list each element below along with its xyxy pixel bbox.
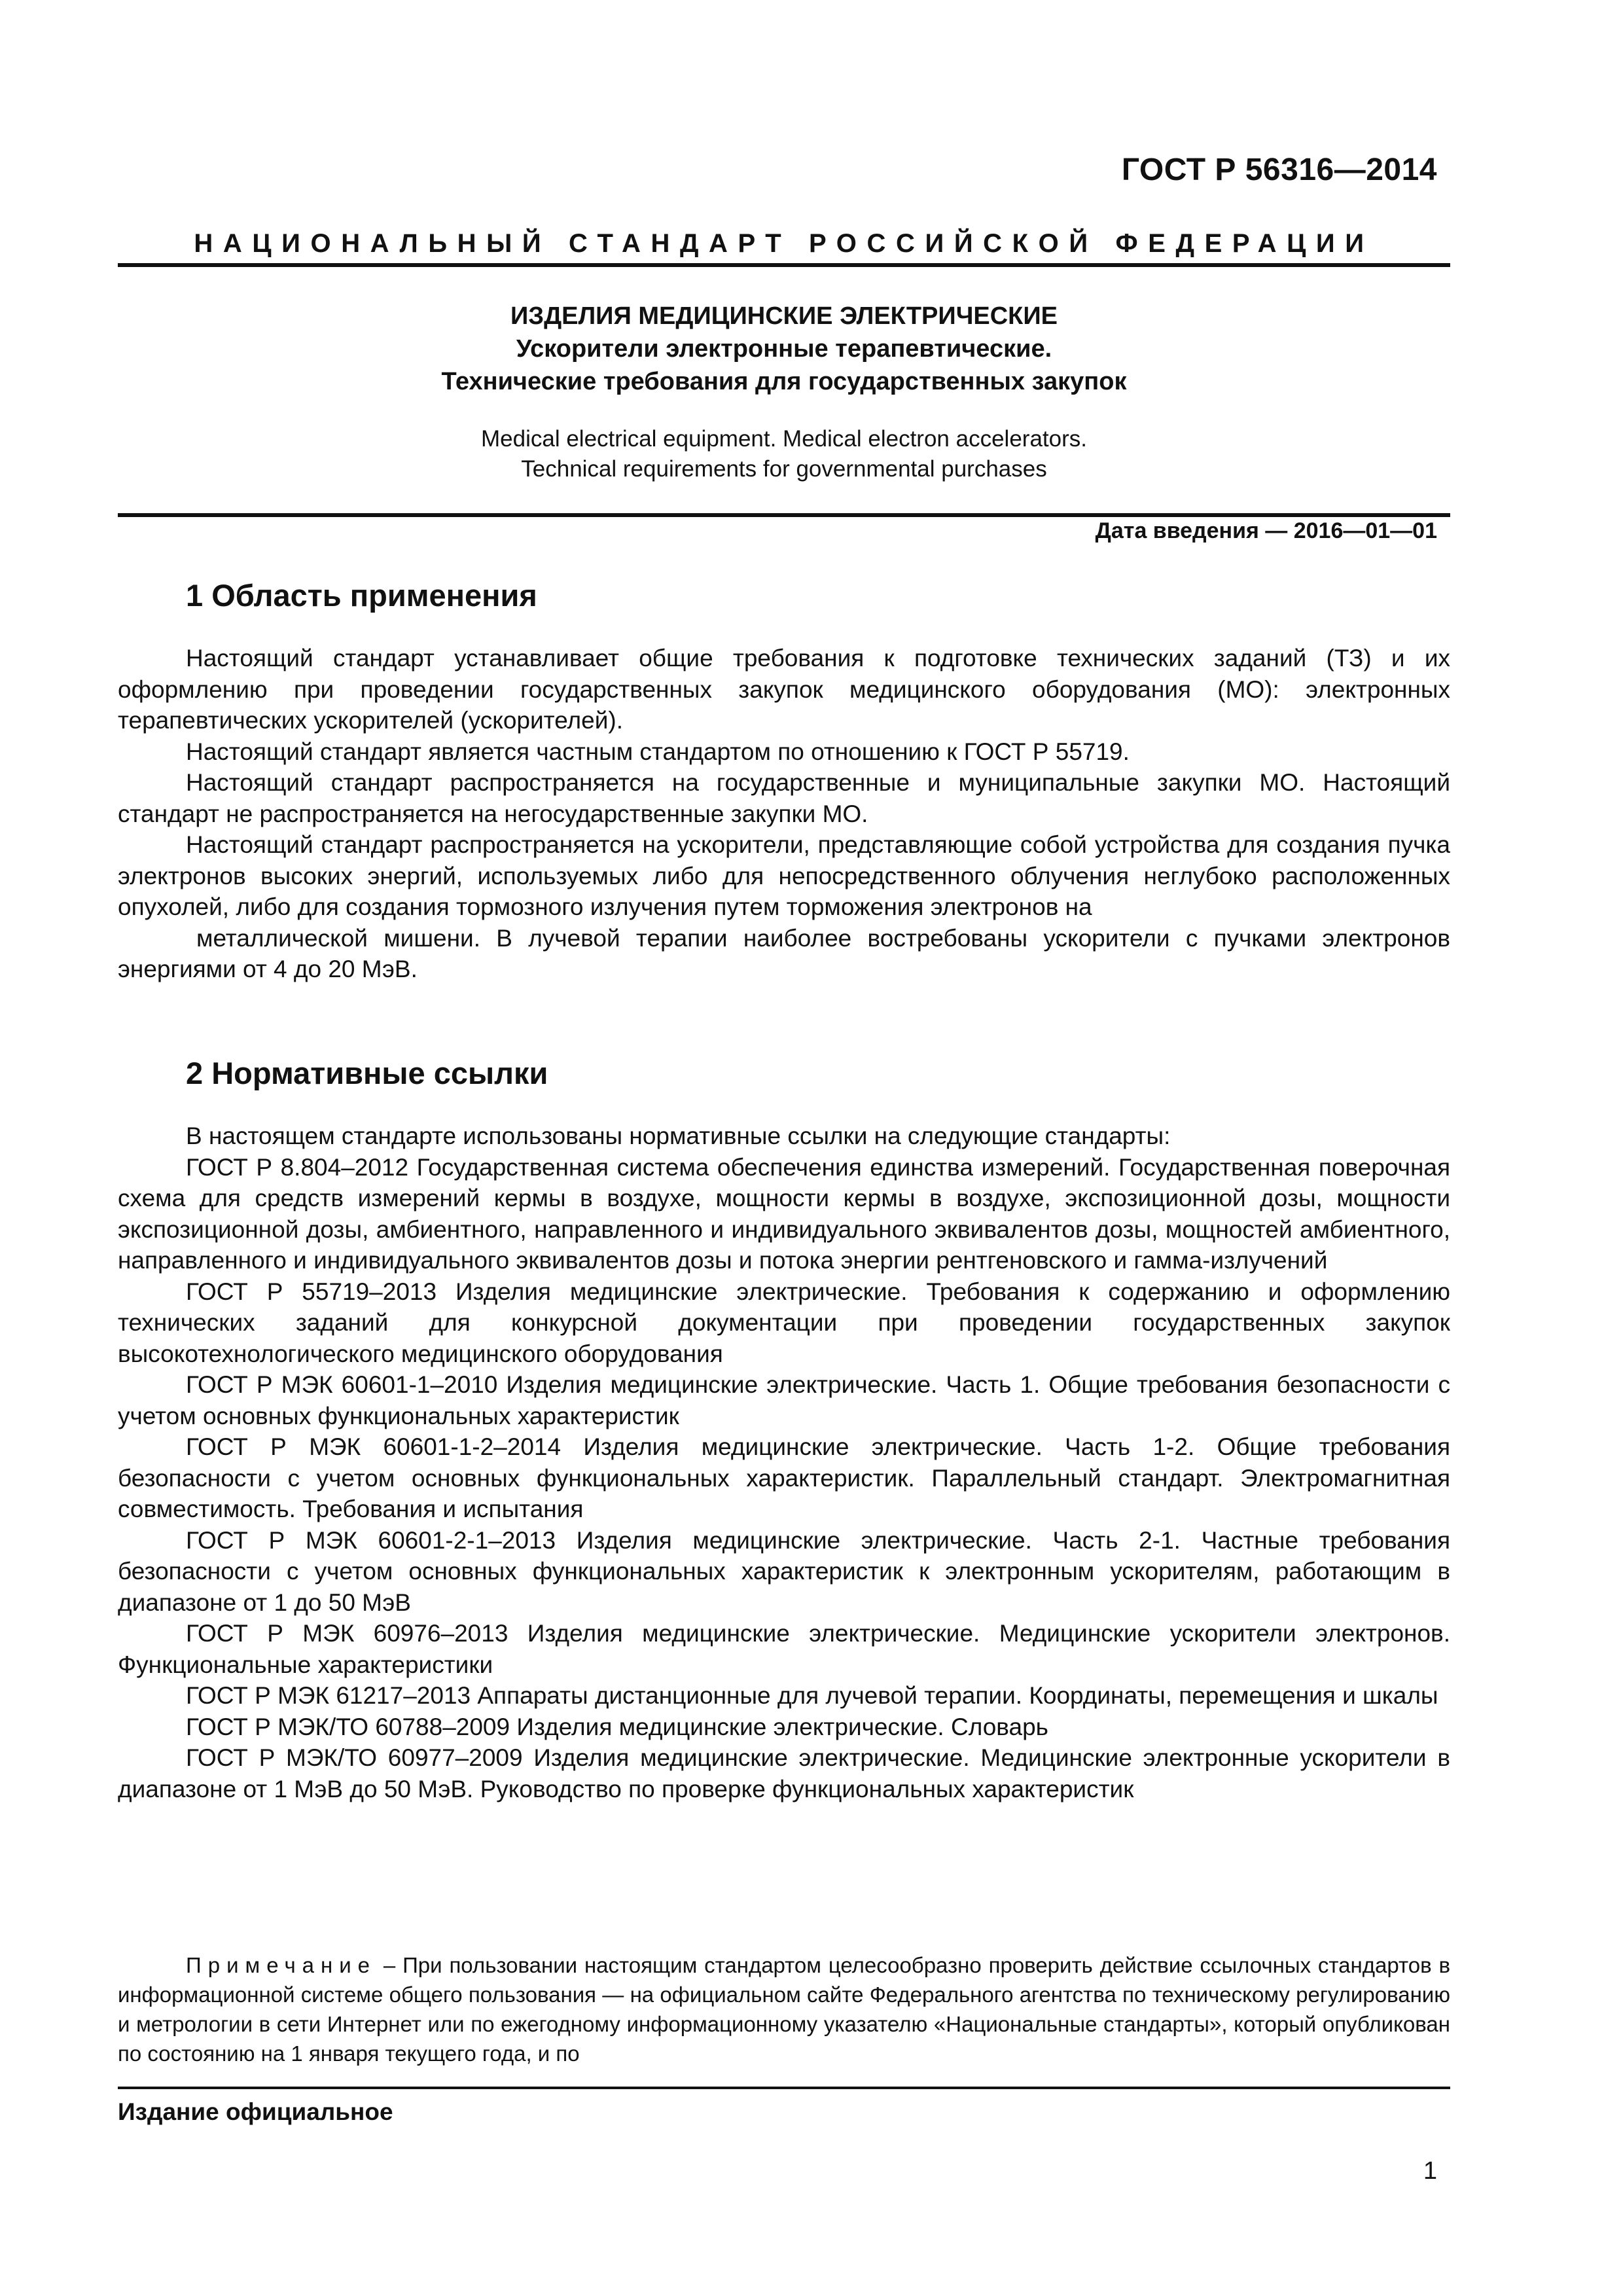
footer-divider <box>118 2087 1450 2089</box>
document-title-line-3: Технические требования для государственных закупок <box>441 368 1127 395</box>
paragraph: Настоящий стандарт распространяется на государственные и муниципальные закупки МО. Настоящий стандарт не распространяется на негосударственные закупки МО. <box>118 769 1450 827</box>
national-standard-title: НАЦИОНАЛЬНЫЙ СТАНДАРТ РОССИЙСКОЙ ФЕДЕРАЦИИ <box>194 229 1374 258</box>
reference-item: ГОСТ Р МЭК 60601-2-1–2013 Изделия медицинские электрические. Часть 2-1. Частные требования безопасности с учетом основных функциональных характеристик к электронным ускорителям, работающим в диапазоне от 1 до 50 МэВ <box>118 1526 1450 1616</box>
reference-item: ГОСТ Р МЭК/ТО 60788–2009 Изделия медицинские электрические. Словарь <box>186 1713 1048 1740</box>
document-title-line-1: ИЗДЕЛИЯ МЕДИЦИНСКИЕ ЭЛЕКТРИЧЕСКИЕ <box>510 302 1058 330</box>
reference-item: ГОСТ Р МЭК 60601-1-2–2014 Изделия медицинские электрические. Часть 1-2. Общие требования безопасности с учетом основных функциональных характеристик. Параллельный стандарт. Электромагнитная совместимость. Требования и испытания <box>118 1433 1450 1522</box>
header-divider <box>118 263 1450 267</box>
note-label: Примечание <box>186 1953 377 1977</box>
official-edition-label: Издание официальное <box>118 2098 393 2125</box>
section-1-body <box>118 643 1450 985</box>
paragraph: Настоящий стандарт устанавливает общие требования к подготовке технических заданий (ТЗ) и их оформлению при проведении государственных закупок медицинского оборудования (МО): электронных терапевтических ускорителей (ускорителей). <box>118 645 1450 734</box>
title-divider <box>118 513 1450 517</box>
section-1-heading: 1 Область применения <box>186 578 537 613</box>
reference-item: ГОСТ Р 55719–2013 Изделия медицинские электрические. Требования к содержанию и оформлению технических заданий для конкурсной документации при проведении государственных закупок высокотехнологического медицинского оборудования <box>118 1278 1450 1367</box>
reference-item: ГОСТ Р МЭК 60976–2013 Изделия медицинские электрические. Медицинские ускорители электронов. Функциональные характеристики <box>118 1620 1450 1678</box>
document-title-line-2: Ускорители электронные терапевтические. <box>516 335 1052 363</box>
english-title-line-1: Medical electrical equipment. Medical electron accelerators. <box>481 426 1087 452</box>
note-block <box>118 1950 1450 2068</box>
english-title-line-2: Technical requirements for governmental purchases <box>521 456 1047 482</box>
paragraph: Настоящий стандарт является частным стандартом по отношению к ГОСТ Р 55719. <box>186 738 1130 765</box>
paragraph: Настоящий стандарт распространяется на ускорители, представляющие собой устройства для создания пучка электронов высоких энергий, используемых либо для непосредственного облучения неглубоко расположенных опухолей, либо для создания тормозного излучения путем торможения электронов на <box>118 831 1450 920</box>
introduction-date: Дата введения — 2016—01—01 <box>1095 518 1437 543</box>
document-title-block <box>118 300 1450 398</box>
document-code: ГОСТ Р 56316—2014 <box>1121 152 1437 187</box>
paragraph: металлической мишени. В лучевой терапии наиболее востребованы ускорители с пучками электронов энергиями от 4 до 20 МэВ. <box>118 924 1450 982</box>
reference-item: ГОСТ Р МЭК 60601-1–2010 Изделия медицинские электрические. Часть 1. Общие требования безопасности с учетом основных функциональных характеристик <box>118 1371 1450 1429</box>
reference-item: ГОСТ Р МЭК/ТО 60977–2009 Изделия медицинские электрические. Медицинские электронные ускорители в диапазоне от 1 МэВ до 50 МэВ. Руководство по проверке функциональных характеристик <box>118 1744 1450 1803</box>
english-title-block <box>118 424 1450 484</box>
paragraph: В настоящем стандарте использованы нормативные ссылки на следующие стандарты: <box>186 1122 1171 1149</box>
page-number: 1 <box>1423 2157 1437 2185</box>
section-2-heading: 2 Нормативные ссылки <box>186 1056 548 1090</box>
note-text: – При пользовании настоящим стандартом целесообразно проверить действие ссылочных стандартов в информационной системе общего пользования — на официальном сайте Федерального агентства по техническому регулированию и метрологии в сети Интернет или по ежегодному информационному указателю «Национальные стандарты», который опубликован по состоянию на 1 января текущего года, и по <box>118 1953 1450 2066</box>
reference-item: ГОСТ Р 8.804–2012 Государственная система обеспечения единства измерений. Государственная поверочная схема для средств измерений кермы в воздухе, мощности кермы в воздухе, экспозиционной дозы, мощности экспозиционной дозы, амбиентного, направленного и индивидуального эквивалентов дозы, мощностей амбиентного, направленного и индивидуального эквивалентов дозы и потока энергии рентгеновского и гамма-излучений <box>118 1153 1450 1274</box>
reference-item: ГОСТ Р МЭК 61217–2013 Аппараты дистанционные для лучевой терапии. Координаты, перемещения и шкалы <box>186 1682 1438 1709</box>
section-2-body <box>118 1121 1450 1804</box>
